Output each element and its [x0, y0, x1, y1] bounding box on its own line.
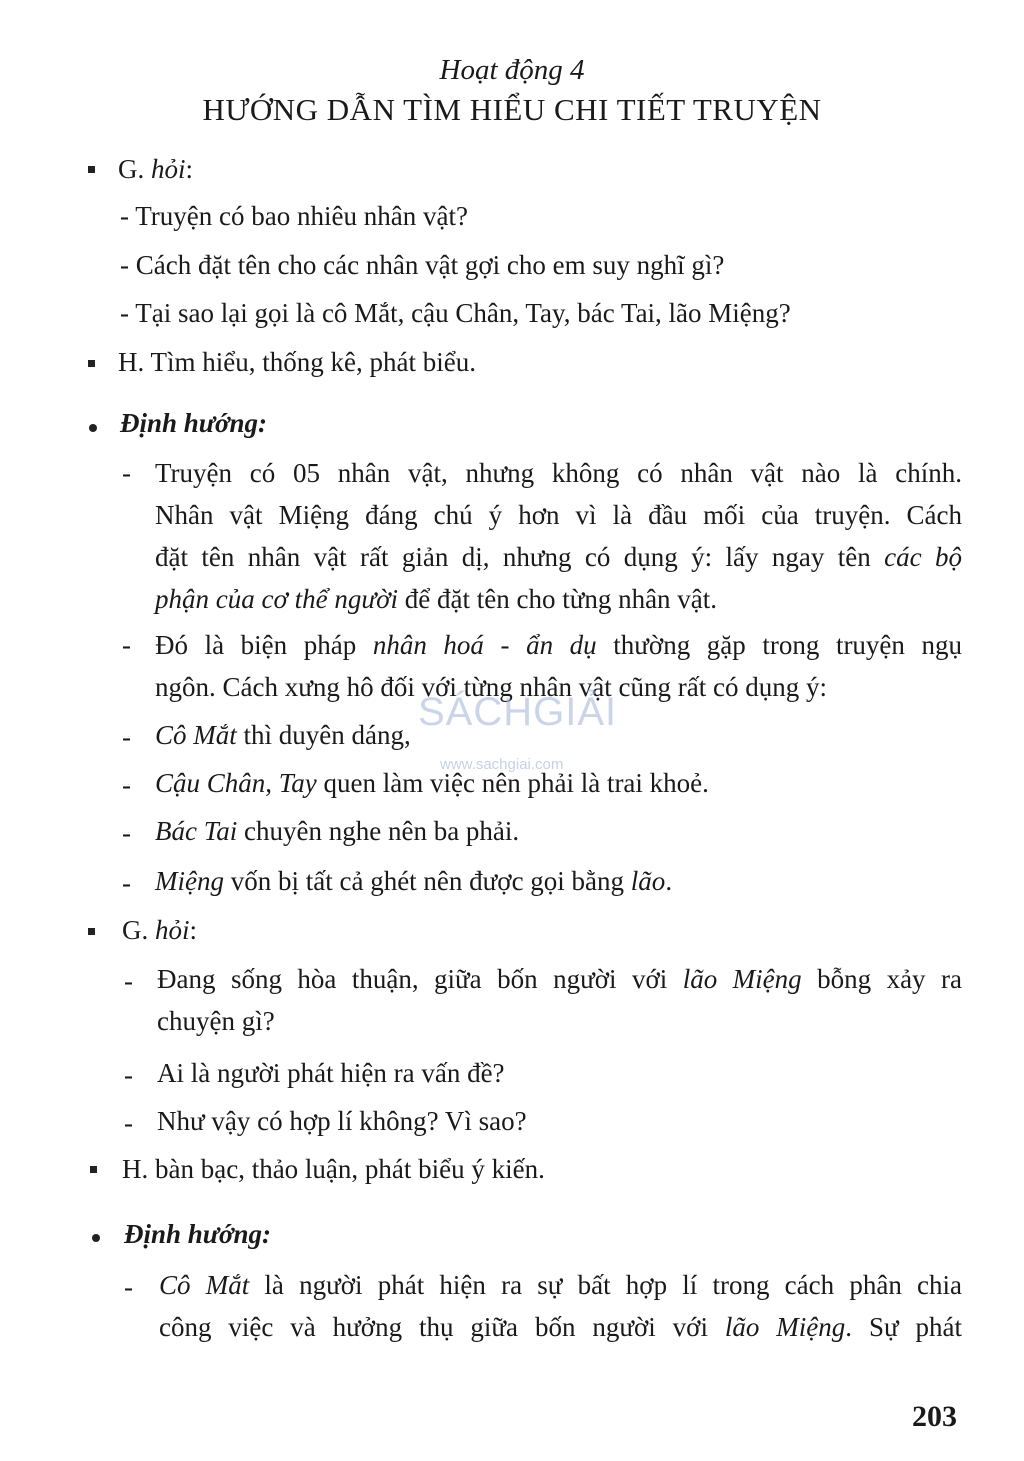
orientation-label: Định hướng: — [124, 1219, 271, 1249]
question-item: Như vậy có hợp lí không? Vì sao? — [157, 1106, 527, 1136]
paragraph-line: Cô Mắt là người phát hiện ra sự bất hợp lí trong cách phân chia — [159, 1270, 962, 1300]
orientation-paragraph — [159, 1264, 962, 1348]
square-bullet-icon — [88, 928, 95, 935]
page-number: 203 — [912, 1400, 957, 1433]
teacher-question-label: G. hỏi: — [118, 154, 194, 184]
paragraph-line: Nhân vật Miệng đáng chú ý hơn vì là đầu mối của truyện. Cách — [155, 500, 962, 530]
dash-marker: - — [124, 1108, 133, 1138]
activity-heading: Hoạt động 4 — [439, 54, 585, 86]
square-bullet-icon — [90, 1166, 97, 1173]
paragraph-line: chuyện gì? — [157, 1006, 275, 1036]
dash-marker: - — [122, 630, 131, 660]
dash-marker: - — [122, 868, 131, 898]
paragraph-line: Đó là biện pháp nhân hoá - ẩn dụ thường gặp trong truyện ngụ — [155, 630, 963, 660]
paragraph-line: ngôn. Cách xưng hô đối với từng nhân vật cũng rất có dụng ý: — [155, 672, 827, 702]
section-title: HƯỚNG DẪN TÌM HIỂU CHI TIẾT TRUYỆN — [202, 92, 822, 127]
list-item: Cô Mắt thì duyên dáng, — [155, 720, 411, 750]
list-item: Bác Tai chuyên nghe nên ba phải. — [155, 816, 520, 846]
paragraph-line: Đang sống hòa thuận, giữa bốn người với lão Miệng bỗng xảy ra — [157, 964, 962, 994]
dash-marker: - — [124, 1272, 133, 1302]
dash-marker: - — [122, 770, 131, 800]
watermark-logo: SÁCHGIẢI — [418, 690, 618, 734]
list-item: Miệng vốn bị tất cả ghét nên được gọi bằng lão. — [155, 866, 673, 896]
round-bullet-icon — [92, 1234, 100, 1242]
list-item: Cậu Chân, Tay quen làm việc nên phải là trai khoẻ. — [155, 768, 709, 798]
question-item: - Truyện có bao nhiêu nhân vật? — [120, 201, 468, 231]
paragraph-line: phận của cơ thể người để đặt tên cho từng nhân vật. — [155, 584, 718, 614]
square-bullet-icon — [88, 166, 95, 173]
square-bullet-icon — [88, 360, 95, 367]
student-task: H. bàn bạc, thảo luận, phát biểu ý kiến. — [122, 1154, 545, 1184]
paragraph-line: công việc và hưởng thụ giữa bốn người với lão Miệng. Sự phát — [159, 1312, 963, 1342]
dash-marker: - — [124, 966, 133, 996]
question-item: - Tại sao lại gọi là cô Mắt, cậu Chân, Tay, bác Tai, lão Miệng? — [120, 298, 791, 328]
teacher-question-label: G. hỏi: — [122, 915, 198, 945]
student-task: H. Tìm hiểu, thống kê, phát biểu. — [118, 347, 476, 377]
dash-marker: - — [122, 458, 131, 488]
question-paragraph — [157, 958, 962, 1042]
paragraph-line: Truyện có 05 nhân vật, nhưng không có nhân vật nào là chính. — [155, 458, 962, 488]
question-item: Ai là người phát hiện ra vấn đề? — [157, 1058, 505, 1088]
dash-marker: - — [122, 818, 131, 848]
round-bullet-icon — [89, 424, 97, 432]
question-item: - Cách đặt tên cho các nhân vật gợi cho em suy nghĩ gì? — [120, 250, 725, 280]
orientation-label: Định hướng: — [120, 408, 267, 438]
dash-marker: - — [124, 1060, 133, 1090]
paragraph-line: đặt tên nhân vật rất giản dị, nhưng có dụng ý: lấy ngay tên các bộ — [155, 542, 962, 572]
orientation-paragraph — [155, 452, 962, 620]
watermark-url: www.sachgiai.com — [440, 756, 564, 773]
dash-marker: - — [122, 722, 131, 752]
